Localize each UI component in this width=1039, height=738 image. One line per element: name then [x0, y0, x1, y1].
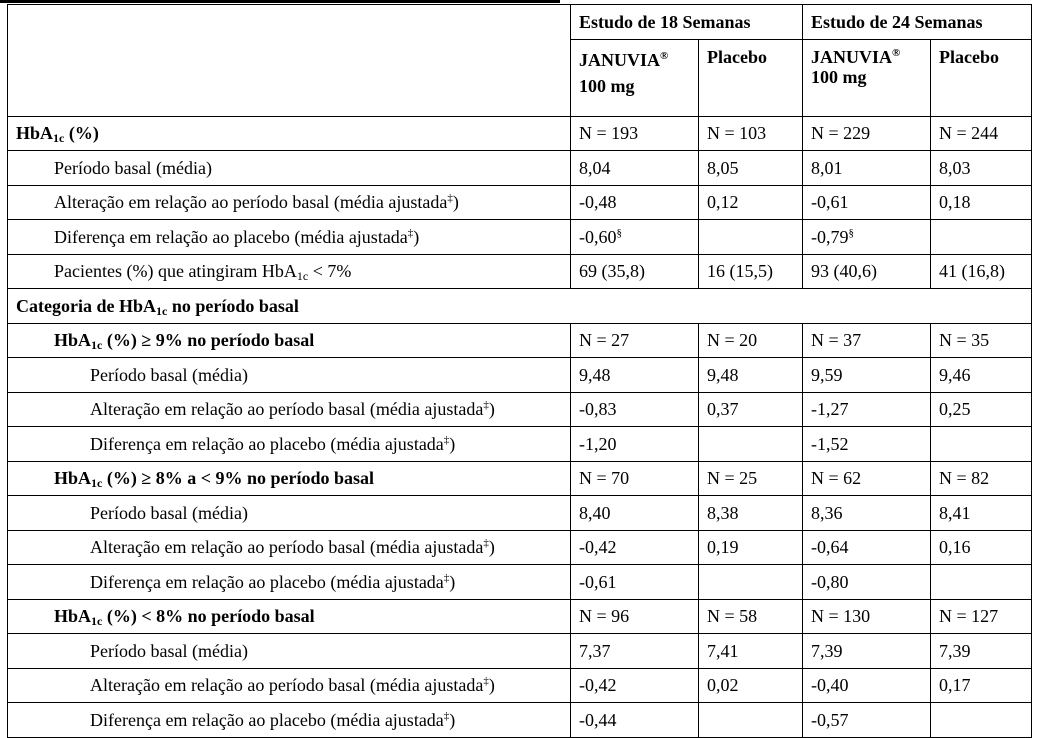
cell [931, 565, 1032, 600]
cell: 8,03 [931, 151, 1032, 186]
group-label-g3: HbA$_{1c}$ (%) < 8% no período basal [8, 599, 571, 634]
cell: N = 25 [699, 461, 803, 496]
cell: 0,37 [699, 392, 803, 427]
row-label-hba1c: HbA$_{1c}$ (%) [8, 116, 571, 151]
cell: -0,57 [803, 703, 931, 738]
cell: 9,46 [931, 358, 1032, 393]
cell: 7,39 [931, 634, 1032, 669]
row-label-baseline: Período basal (média) [8, 151, 571, 186]
row-label-diff: Diferença em relação ao placebo (média ajustada‡) [8, 565, 571, 600]
table-row-g3-change [8, 668, 1032, 703]
table-row-change [8, 185, 1032, 220]
cell: -0,60§ [571, 220, 699, 255]
cell: N = 96 [571, 599, 699, 634]
table-row-g3-baseline [8, 634, 1032, 669]
cell: N = 62 [803, 461, 931, 496]
cell: -0,80 [803, 565, 931, 600]
cell: 41 (16,8) [931, 254, 1032, 289]
cell: N = 127 [931, 599, 1032, 634]
header-januvia-24: JANUVIA® 100 mg [803, 39, 931, 116]
table-row-g2 [8, 461, 1032, 496]
cell: -1,52 [803, 427, 931, 462]
cell [931, 703, 1032, 738]
cell: N = 58 [699, 599, 803, 634]
table-row-patients [8, 254, 1032, 289]
cell: -0,61 [803, 185, 931, 220]
cell [699, 703, 803, 738]
results-table [7, 4, 1032, 738]
header-placebo-24: Placebo [931, 39, 1032, 116]
table-row-g1-change [8, 392, 1032, 427]
row-label-change: Alteração em relação ao período basal (média ajustada‡) [8, 185, 571, 220]
cell: -0,79§ [803, 220, 931, 255]
cell: -0,42 [571, 530, 699, 565]
table-row-category [8, 289, 1032, 324]
cell: 0,25 [931, 392, 1032, 427]
group-label-g2: HbA$_{1c}$ (%) ≥ 8% a < 9% no período basal [8, 461, 571, 496]
cell: -0,48 [571, 185, 699, 220]
cell: -0,83 [571, 392, 699, 427]
cell: 7,37 [571, 634, 699, 669]
table-row-diff [8, 220, 1032, 255]
header-study-18: Estudo de 18 Semanas [571, 5, 803, 40]
cell: 7,41 [699, 634, 803, 669]
cell: 69 (35,8) [571, 254, 699, 289]
cell [931, 220, 1032, 255]
cell: 0,16 [931, 530, 1032, 565]
header-januvia-18: JANUVIA® 100 mg [571, 39, 699, 116]
cell: N = 193 [571, 116, 699, 151]
cell: 0,19 [699, 530, 803, 565]
cell: 8,04 [571, 151, 699, 186]
row-label-diff: Diferença em relação ao placebo (média ajustada‡) [8, 220, 571, 255]
cell: N = 20 [699, 323, 803, 358]
table-row-baseline [8, 151, 1032, 186]
table-row-g2-change [8, 530, 1032, 565]
row-label-change: Alteração em relação ao período basal (média ajustada‡) [8, 392, 571, 427]
cell: -0,61 [571, 565, 699, 600]
cell: N = 70 [571, 461, 699, 496]
cell: -1,20 [571, 427, 699, 462]
cell: 0,18 [931, 185, 1032, 220]
table-row-g1-diff [8, 427, 1032, 462]
row-label-baseline: Período basal (média) [8, 496, 571, 531]
row-label-diff: Diferença em relação ao placebo (média ajustada‡) [8, 427, 571, 462]
cell: 8,40 [571, 496, 699, 531]
header-placebo-18: Placebo [699, 39, 803, 116]
cell: -1,27 [803, 392, 931, 427]
table-row-g1 [8, 323, 1032, 358]
row-label-patients: Pacientes (%) que atingiram HbA$_{1c}$ < 7% [8, 254, 571, 289]
cell: N = 82 [931, 461, 1032, 496]
cell: N = 244 [931, 116, 1032, 151]
cell: N = 27 [571, 323, 699, 358]
cell: 93 (40,6) [803, 254, 931, 289]
cell: 8,01 [803, 151, 931, 186]
table-row-g2-baseline [8, 496, 1032, 531]
cell: 8,36 [803, 496, 931, 531]
cell: N = 37 [803, 323, 931, 358]
cell [699, 565, 803, 600]
group-label-g1: HbA$_{1c}$ (%) ≥ 9% no período basal [8, 323, 571, 358]
row-label-baseline: Período basal (média) [8, 358, 571, 393]
cell: 0,17 [931, 668, 1032, 703]
cell: 9,59 [803, 358, 931, 393]
top-rule [0, 0, 560, 3]
cell: N = 35 [931, 323, 1032, 358]
cell: -0,42 [571, 668, 699, 703]
row-label-change: Alteração em relação ao período basal (média ajustada‡) [8, 668, 571, 703]
row-label-change: Alteração em relação ao período basal (média ajustada‡) [8, 530, 571, 565]
cell: 7,39 [803, 634, 931, 669]
table-row-g1-baseline [8, 358, 1032, 393]
table-row-hba1c [8, 116, 1032, 151]
header-empty-cell [8, 5, 571, 117]
cell: 8,41 [931, 496, 1032, 531]
table-row-g3 [8, 599, 1032, 634]
cell: 0,02 [699, 668, 803, 703]
row-label-diff: Diferença em relação ao placebo (média ajustada‡) [8, 703, 571, 738]
cell: 16 (15,5) [699, 254, 803, 289]
cell: N = 130 [803, 599, 931, 634]
cell: 9,48 [699, 358, 803, 393]
table-row-g3-diff [8, 703, 1032, 738]
cell: N = 229 [803, 116, 931, 151]
header-study-24: Estudo de 24 Semanas [803, 5, 1032, 40]
row-label-baseline: Período basal (média) [8, 634, 571, 669]
cell: N = 103 [699, 116, 803, 151]
header-row-study [8, 5, 1032, 40]
cell: -0,44 [571, 703, 699, 738]
cell: -0,64 [803, 530, 931, 565]
cell [699, 427, 803, 462]
cell [931, 427, 1032, 462]
cell: 9,48 [571, 358, 699, 393]
cell: -0,40 [803, 668, 931, 703]
cell: 8,05 [699, 151, 803, 186]
category-heading: Categoria de HbA$_{1c}$ no período basal [8, 289, 1032, 324]
table-row-g2-diff [8, 565, 1032, 600]
cell: 8,38 [699, 496, 803, 531]
cell: 0,12 [699, 185, 803, 220]
cell [699, 220, 803, 255]
